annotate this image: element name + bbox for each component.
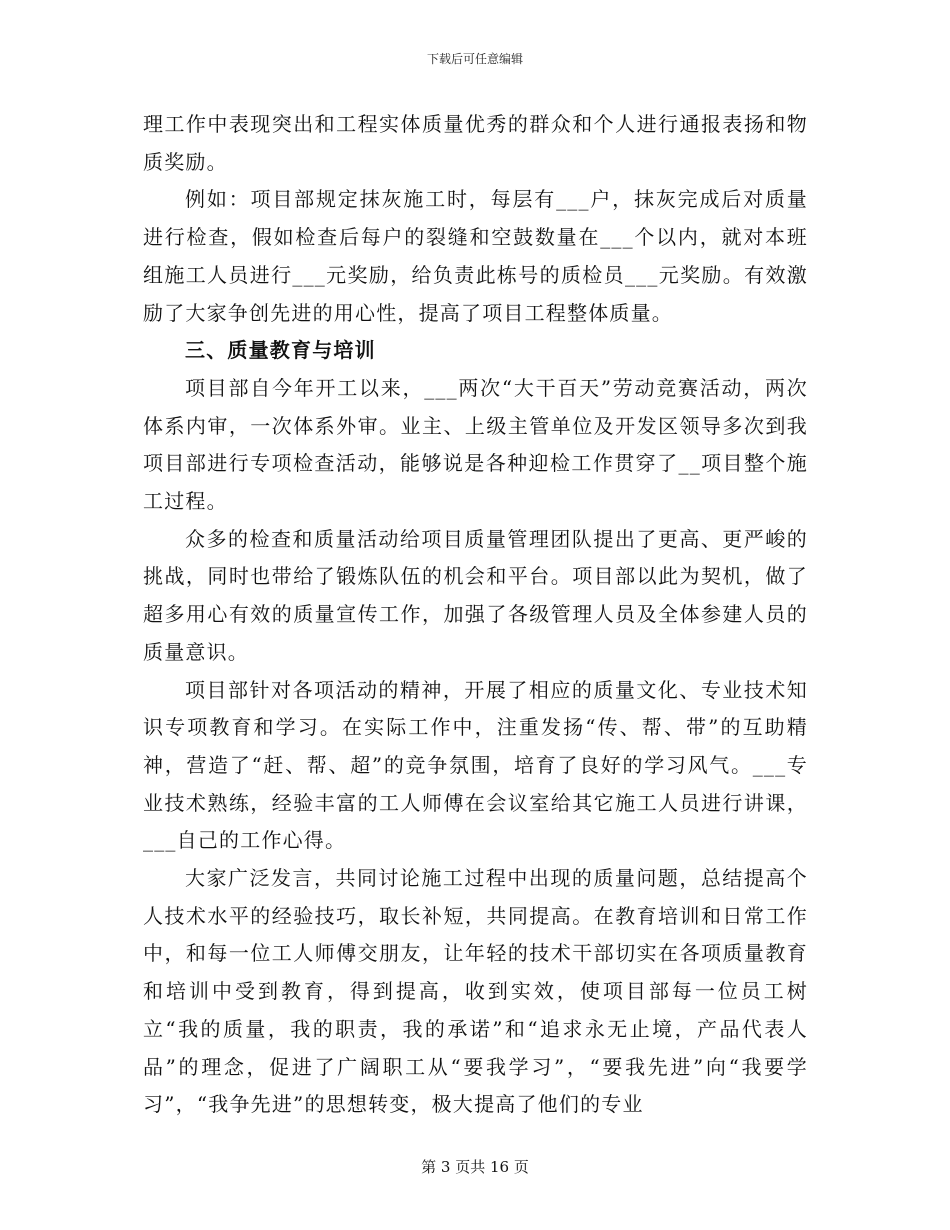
paragraph: 众多的检查和质量活动给项目质量管理团队提出了更高、更严峻的挑战，同时也带给了锻炼队伍的机会和平台。项目部以此为契机，做了超多用心有效的质量宣传工作，加强了各级管理人员及全体参建人员的质量意识。 <box>143 526 808 664</box>
document-body <box>143 106 808 1124</box>
section-heading: 三、质量教育与培训 <box>185 338 376 363</box>
paragraph: 项目部自今年开工以来，___两次“大干百天”劳动竞赛活动，两次体系内审，一次体系外审。业主、上级主管单位及开发区领导多次到我项目部进行专项检查活动，能够说是各种迎检工作贯穿了__项目整个施工过程。 <box>143 375 808 514</box>
paragraph-example: 例如：项目部规定抹灰施工时，每层有___户，抹灰完成后对质量进行检查，假如检查后每户的裂缝和空鼓数量在___个以内，就对本班组施工人员进行___元奖励，给负责此栋号的质检员___元奖励。有效激励了大家争创先进的用心性，提高了项目工程整体质量。 <box>143 187 808 325</box>
paragraph: 大家广泛发言，共同讨论施工过程中出现的质量问题，总结提高个人技术水平的经验技巧，取长补短，共同提高。在教育培训和日常工作中，和每一位工人师傅交朋友，让年轻的技术干部切实在各项质量教育和培训中受到教育，得到提高，收到实效，使项目部每一位员工树立“我的质量，我的职责，我的承诺”和“追求永无止境，产品代表人品”的理念，促进了广阔职工从“要我学习”，“要我先进”向“我要学习”，“我争先进”的思想转变，极大提高了他们的专业 <box>143 866 808 1117</box>
page-header: 下载后可任意编辑 <box>426 52 523 66</box>
paragraph: 项目部针对各项活动的精神，开展了相应的质量文化、专业技术知识专项教育和学习。在实际工作中，注重发扬“传、帮、带”的互助精神，营造了“赶、帮、超”的竞争氛围，培育了良好的学习风气。___专业技术熟练，经验丰富的工人师傅在会议室给其它施工人员进行讲课，___自己的工作心得。 <box>143 677 808 853</box>
page-number: 第 3 页共 16 页 <box>421 1158 529 1176</box>
paragraph-continuation: 理工作中表现突出和工程实体质量优秀的群众和个人进行通报表扬和物质奖励。 <box>143 112 808 174</box>
